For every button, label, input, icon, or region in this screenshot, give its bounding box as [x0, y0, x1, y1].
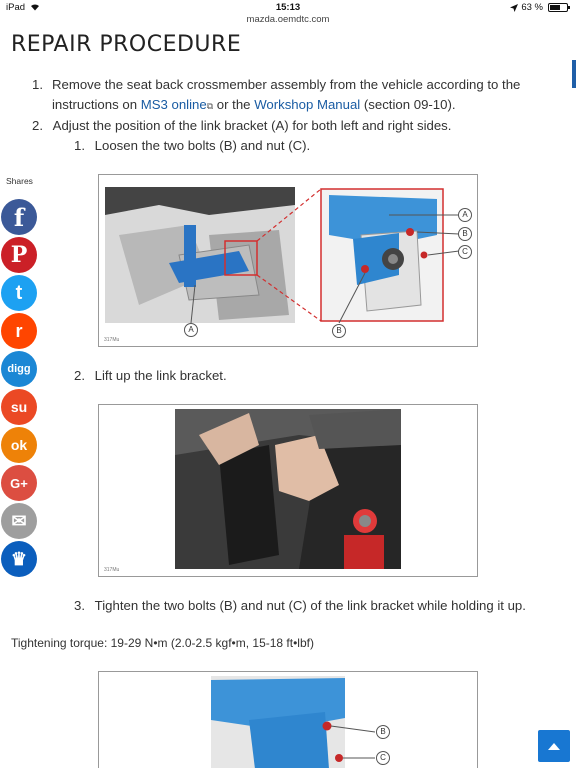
figure-tighten-bolts: [98, 671, 478, 768]
digg-icon: digg: [7, 363, 31, 375]
step-1-text-a: Remove the seat back crossmember assembly from the vehicle according to the instructions on: [52, 77, 521, 112]
ms3-online-link[interactable]: MS3 online: [140, 97, 207, 112]
reddit-share-button[interactable]: [1, 313, 37, 349]
callout-b-label: B: [458, 227, 472, 241]
shares-label: Shares: [6, 176, 33, 186]
callout-b-fig3-label: B: [376, 725, 390, 739]
page-title: REPAIR PROCEDURE: [11, 32, 242, 57]
callout-a-label: A: [458, 208, 472, 222]
step-2-2-number: 2.: [74, 368, 85, 383]
step-2-3-number: 3.: [74, 598, 85, 613]
step-2-2: [74, 366, 227, 386]
battery-percent: 63 %: [521, 2, 543, 13]
step-2-2-text: Lift up the link bracket.: [94, 368, 227, 383]
reddit-icon: r: [15, 320, 23, 341]
crown-icon: ♛: [10, 548, 28, 569]
figure-loosen-bolts-illustration: [99, 175, 477, 346]
battery-icon: [548, 3, 568, 12]
callout-c-fig3-label: C: [376, 751, 390, 765]
ios-status-bar: [0, 0, 576, 14]
step-2-1: [74, 136, 310, 156]
callout-b-bottom-label: B: [332, 324, 346, 338]
google-plus-icon: G+: [10, 475, 28, 491]
device-name: iPad: [6, 2, 40, 13]
step-2-text: Adjust the position of the link bracket (A) for both left and right sides.: [52, 118, 452, 133]
google-plus-share-button[interactable]: [1, 465, 37, 501]
callout-c-label: C: [458, 245, 472, 259]
step-2-3: [74, 596, 526, 616]
figure-loosen-bolts: [98, 174, 478, 347]
location-arrow-icon: [510, 4, 518, 12]
facebook-icon: f: [13, 202, 25, 232]
email-share-button[interactable]: [1, 503, 37, 539]
odnoklassniki-icon: ok: [10, 437, 28, 453]
stumbleupon-icon: su: [10, 399, 28, 415]
figure-lift-bracket: [98, 404, 478, 577]
step-2-number: 2.: [32, 118, 43, 133]
figure-code: 317Mu: [104, 337, 120, 343]
lift-bracket-photo: [99, 405, 477, 576]
odnoklassniki-share-button[interactable]: [1, 427, 37, 463]
step-1-text-c: (section 09-10).: [360, 97, 456, 112]
pinterest-icon: P: [10, 242, 28, 268]
digg-share-button[interactable]: [1, 351, 37, 387]
clock: 15:13: [275, 2, 301, 13]
twitter-share-button[interactable]: [1, 275, 37, 311]
step-1-number: 1.: [32, 77, 43, 92]
step-1: [32, 75, 562, 116]
email-icon: ✉: [11, 510, 27, 531]
tightening-torque: Tightening torque: 19-29 N•m (2.0-2.5 kgf•m, 15-18 ft•lbf): [11, 636, 314, 650]
twitter-icon: t: [15, 281, 23, 304]
url-bar[interactable]: mazda.oemdtc.com: [246, 14, 330, 25]
step-1-text-b: or the: [213, 97, 255, 112]
figure-2-code: 317Mu: [104, 567, 120, 573]
step-2: [32, 116, 451, 136]
pinterest-share-button[interactable]: [1, 237, 37, 273]
step-2-1-number: 1.: [74, 138, 85, 153]
scroll-to-top-button[interactable]: [538, 730, 570, 762]
workshop-manual-link[interactable]: Workshop Manual: [254, 97, 361, 112]
callout-a-bottom-label: A: [184, 323, 198, 337]
status-right: [510, 2, 568, 13]
tighten-bolts-illustration: [99, 672, 477, 768]
facebook-share-button[interactable]: [1, 199, 37, 235]
arrow-up-icon: [548, 743, 560, 750]
step-2-1-text: Loosen the two bolts (B) and nut (C).: [94, 138, 311, 153]
more-share-button[interactable]: [1, 541, 37, 577]
external-link-icon: ⧉: [206, 101, 214, 111]
scroll-indicator: [572, 60, 576, 88]
step-2-3-text: Tighten the two bolts (B) and nut (C) of the link bracket while holding it up.: [94, 598, 526, 613]
stumbleupon-share-button[interactable]: [1, 389, 37, 425]
